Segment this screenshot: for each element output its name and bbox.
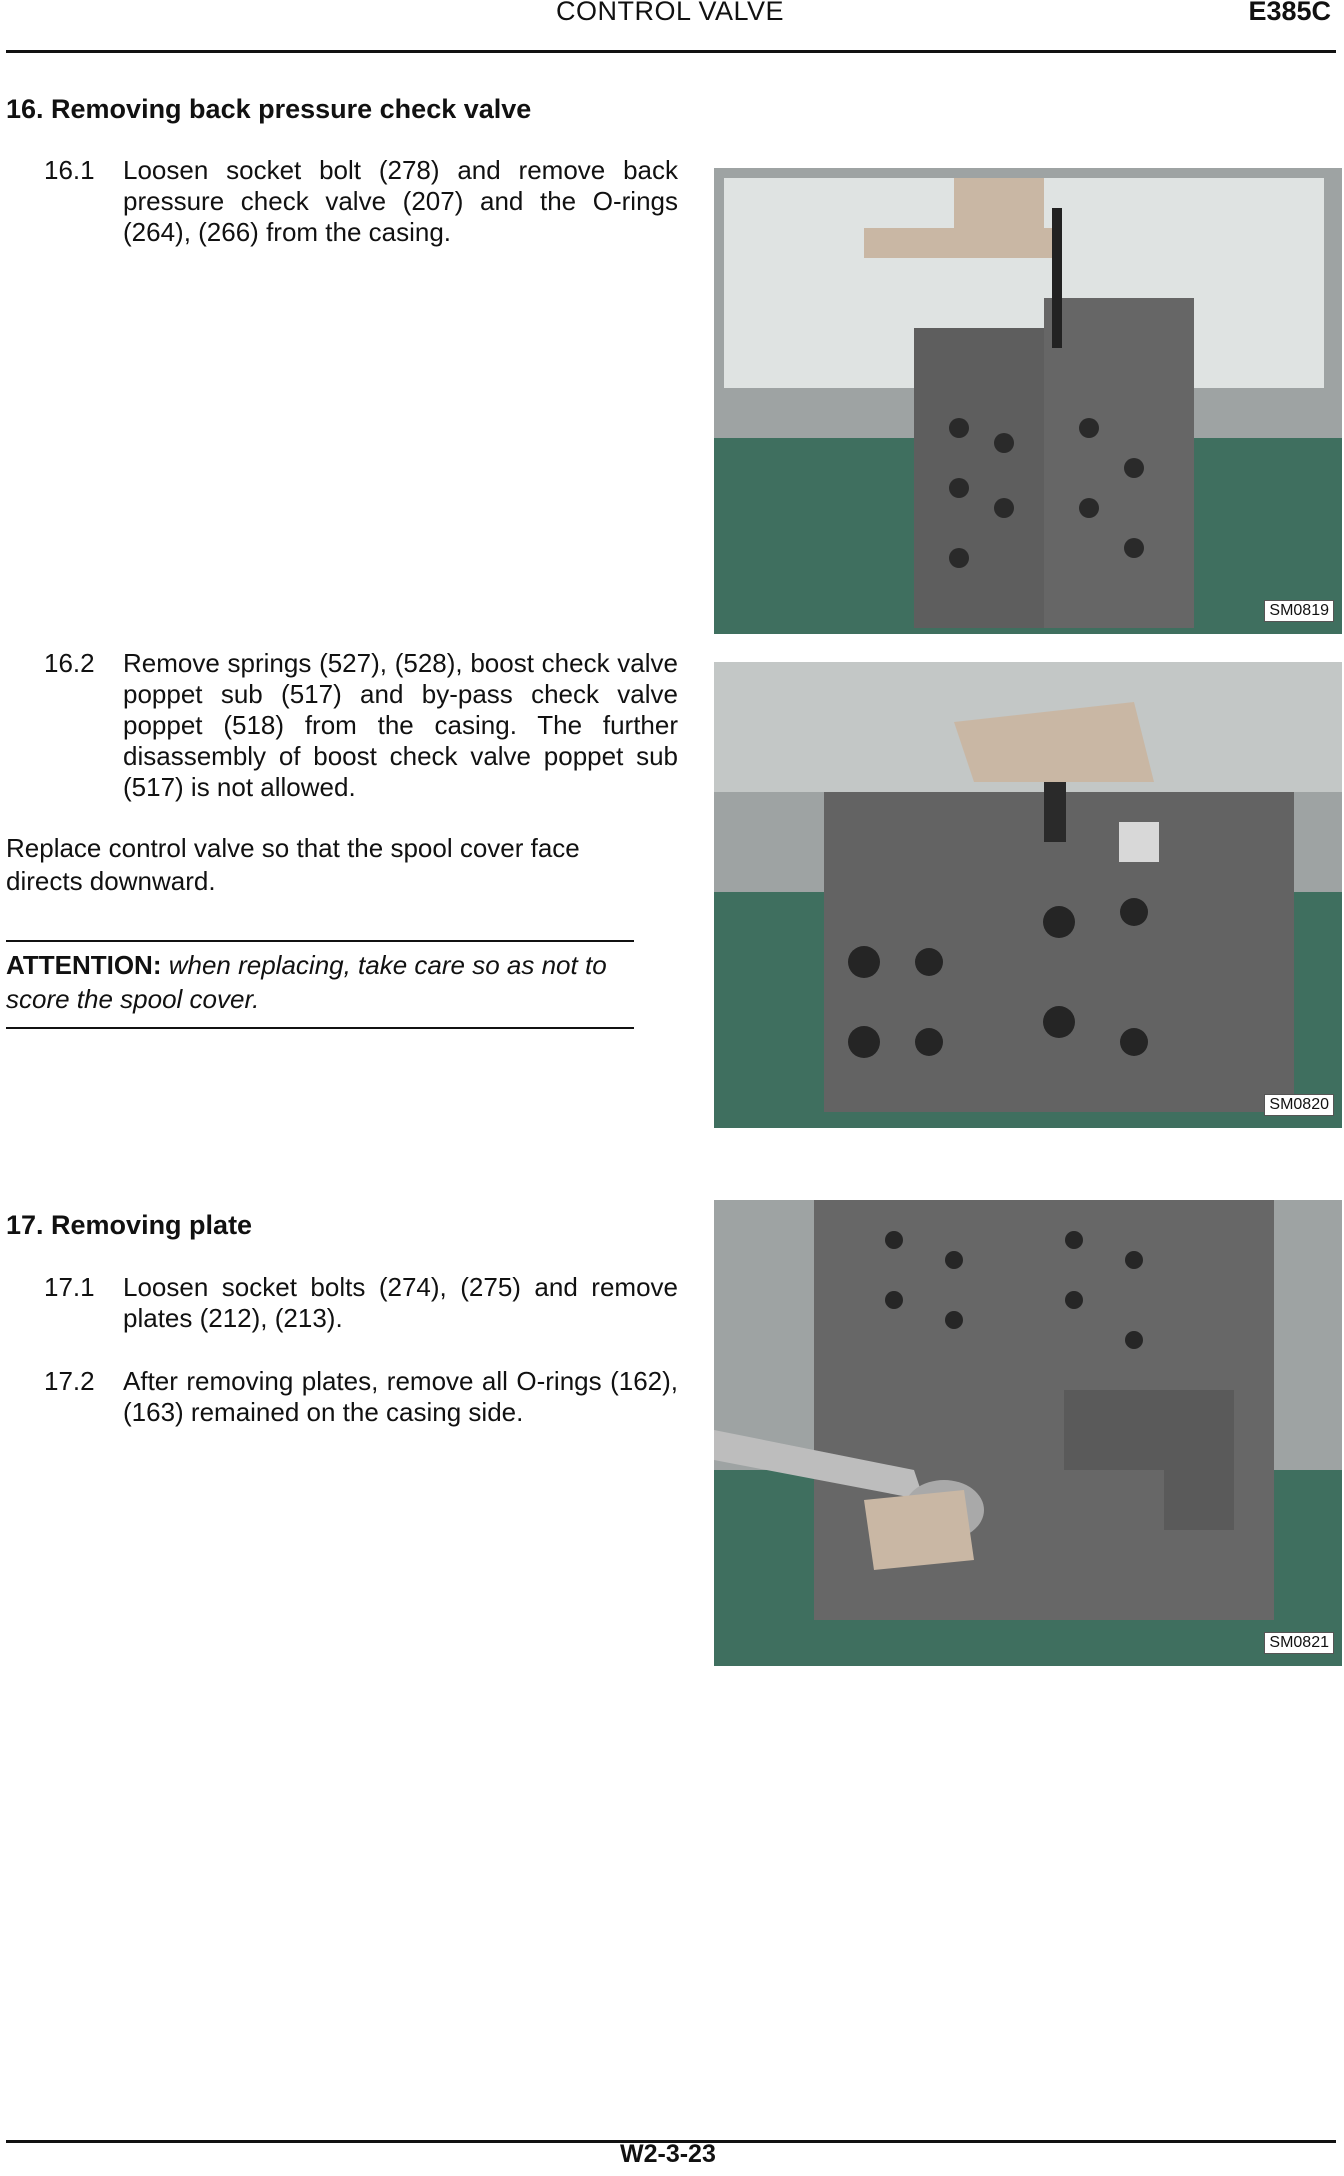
section-16-title: 16. Removing back pressure check valve: [6, 94, 532, 124]
header-rule: [6, 50, 1336, 53]
step-17-1: [44, 1272, 678, 1342]
attention-bottom-rule: [6, 1027, 634, 1029]
section-17-title: 17. Removing plate: [6, 1210, 253, 1240]
step-16-1: [44, 155, 678, 255]
photo-sm0821: [714, 1200, 1342, 1666]
step-17-1-number: 17.1: [44, 1272, 95, 1302]
step-16-2-number: 16.2: [44, 648, 95, 678]
header-model: E385C: [1248, 0, 1331, 26]
photo-id-label: SM0820: [1264, 1094, 1334, 1116]
step-16-1-number: 16.1: [44, 155, 95, 185]
step-17-2: [44, 1366, 678, 1436]
replace-note: Replace control valve so that the spool cover face directs downward.: [6, 833, 580, 896]
photo-sm0819: [714, 168, 1342, 634]
photo-id-label: SM0819: [1264, 600, 1334, 622]
step-16-2: [44, 648, 678, 808]
attention-box: [6, 948, 634, 1016]
attention-label: ATTENTION:: [6, 950, 162, 980]
step-17-2-number: 17.2: [44, 1366, 95, 1396]
attention-text: when replacing, take care so as not to score the spool cover.: [6, 950, 607, 1014]
photo-sm0820: [714, 662, 1342, 1128]
attention-top-rule: [6, 940, 634, 942]
step-17-2-text: After removing plates, remove all O-rings (162), (163) remained on the casing side.: [123, 1366, 678, 1427]
step-17-1-text: Loosen socket bolts (274), (275) and remove plates (212), (213).: [123, 1272, 678, 1333]
step-16-2-text: Remove springs (527), (528), boost check valve poppet sub (517) and by-pass check valve poppet (518) from the casing. The further disassembly of boost check valve poppet sub (517) is not allowed.: [123, 648, 678, 802]
header-title: CONTROL VALVE: [556, 0, 785, 26]
photo-id-label: SM0821: [1264, 1632, 1334, 1654]
page-number: W2-3-23: [620, 2140, 716, 2168]
step-16-1-text: Loosen socket bolt (278) and remove back pressure check valve (207) and the O-rings (264), (266) from the casing.: [123, 155, 678, 247]
